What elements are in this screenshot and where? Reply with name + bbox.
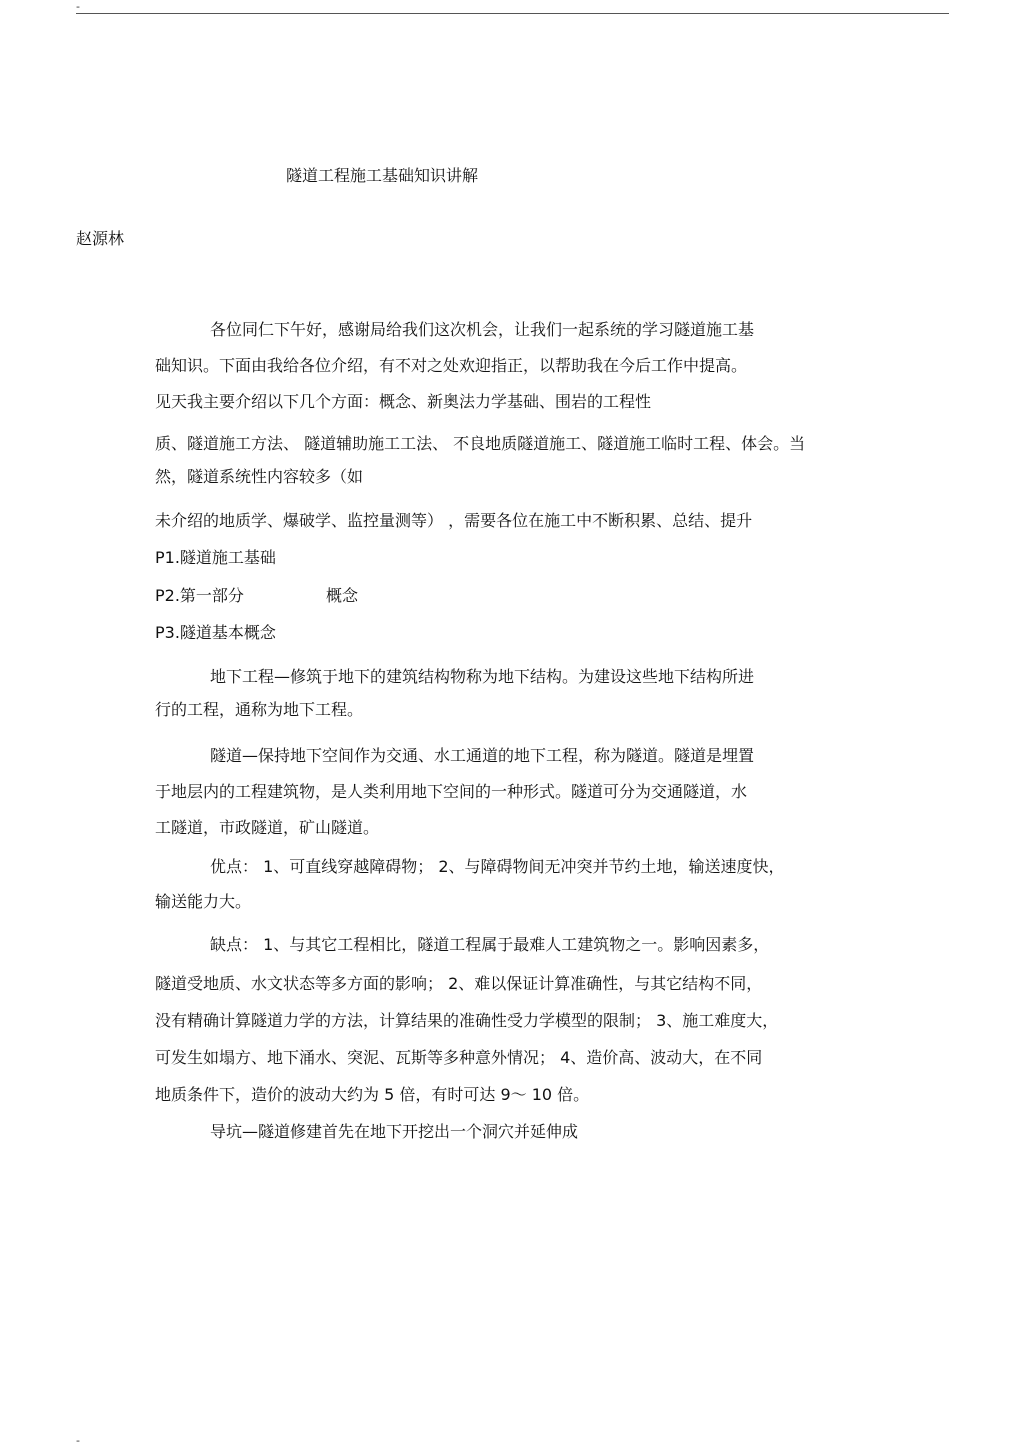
footer-mark: - bbox=[76, 1434, 80, 1447]
paragraph-line: 隧道—保持地下空间作为交通、水工通道的地下工程，称为隧道。隧道是埋置 bbox=[210, 746, 755, 765]
document-author: 赵源林 bbox=[76, 229, 125, 248]
header-mark: - bbox=[76, 0, 80, 13]
paragraph-line: 见天我主要介绍以下几个方面：概念、新奥法力学基础、围岩的工程性 bbox=[155, 392, 652, 411]
header-rule bbox=[76, 13, 949, 14]
paragraph-line: 导坑—隧道修建首先在地下开挖出一个洞穴并延伸成 bbox=[210, 1122, 579, 1141]
paragraph-line: 础知识。下面由我给各位介绍，有不对之处欢迎指正，以帮助我在今后工作中提高。 bbox=[155, 356, 748, 375]
paragraph-line: 各位同仁下午好，感谢局给我们这次机会，让我们一起系统的学习隧道施工基 bbox=[210, 320, 755, 339]
paragraph-line: 地下工程—修筑于地下的建筑结构物称为地下结构。为建设这些地下结构所进 bbox=[210, 667, 755, 686]
paragraph-line: 未介绍的地质学、爆破学、监控量测等） ，需要各位在施工中不断积累、总结、提升 bbox=[155, 511, 753, 530]
section-heading: P2.第一部分 bbox=[155, 586, 244, 605]
paragraph-line: 输送能力大。 bbox=[155, 892, 252, 911]
paragraph-line: 然，隧道系统性内容较多（如 bbox=[155, 467, 364, 486]
document-title: 隧道工程施工基础知识讲解 bbox=[286, 166, 479, 185]
paragraph-line: 可发生如塌方、地下涌水、突泥、瓦斯等多种意外情况； 4、造价高、波动大，在不同 bbox=[155, 1048, 763, 1067]
section-heading: P3.隧道基本概念 bbox=[155, 623, 276, 642]
paragraph-line: 缺点： 1、与其它工程相比，隧道工程属于最难人工建筑物之一。影响因素多， bbox=[210, 935, 770, 954]
paragraph-line: 优点： 1、可直线穿越障碍物； 2、与障碍物间无冲突并节约土地，输送速度快， bbox=[210, 857, 785, 876]
paragraph-line: 隧道受地质、水文状态等多方面的影响； 2、难以保证计算准确性，与其它结构不同， bbox=[155, 974, 763, 993]
paragraph-line: 地质条件下，造价的波动大约为 5 倍，有时可达 9～ 10 倍。 bbox=[155, 1085, 590, 1104]
paragraph-line: 于地层内的工程建筑物，是人类利用地下空间的一种形式。隧道可分为交通隧道，水 bbox=[155, 782, 748, 801]
paragraph-line: 质、隧道施工方法、 隧道辅助施工工法、 不良地质隧道施工、隧道施工临时工程、体会。当 bbox=[155, 434, 806, 453]
paragraph-line: 工隧道，市政隧道，矿山隧道。 bbox=[155, 818, 380, 837]
section-heading: 概念 bbox=[326, 586, 359, 605]
paragraph-line: 行的工程，通称为地下工程。 bbox=[155, 700, 364, 719]
paragraph-line: 没有精确计算隧道力学的方法，计算结果的准确性受力学模型的限制； 3、施工难度大， bbox=[155, 1011, 779, 1030]
section-heading: P1.隧道施工基础 bbox=[155, 548, 276, 567]
